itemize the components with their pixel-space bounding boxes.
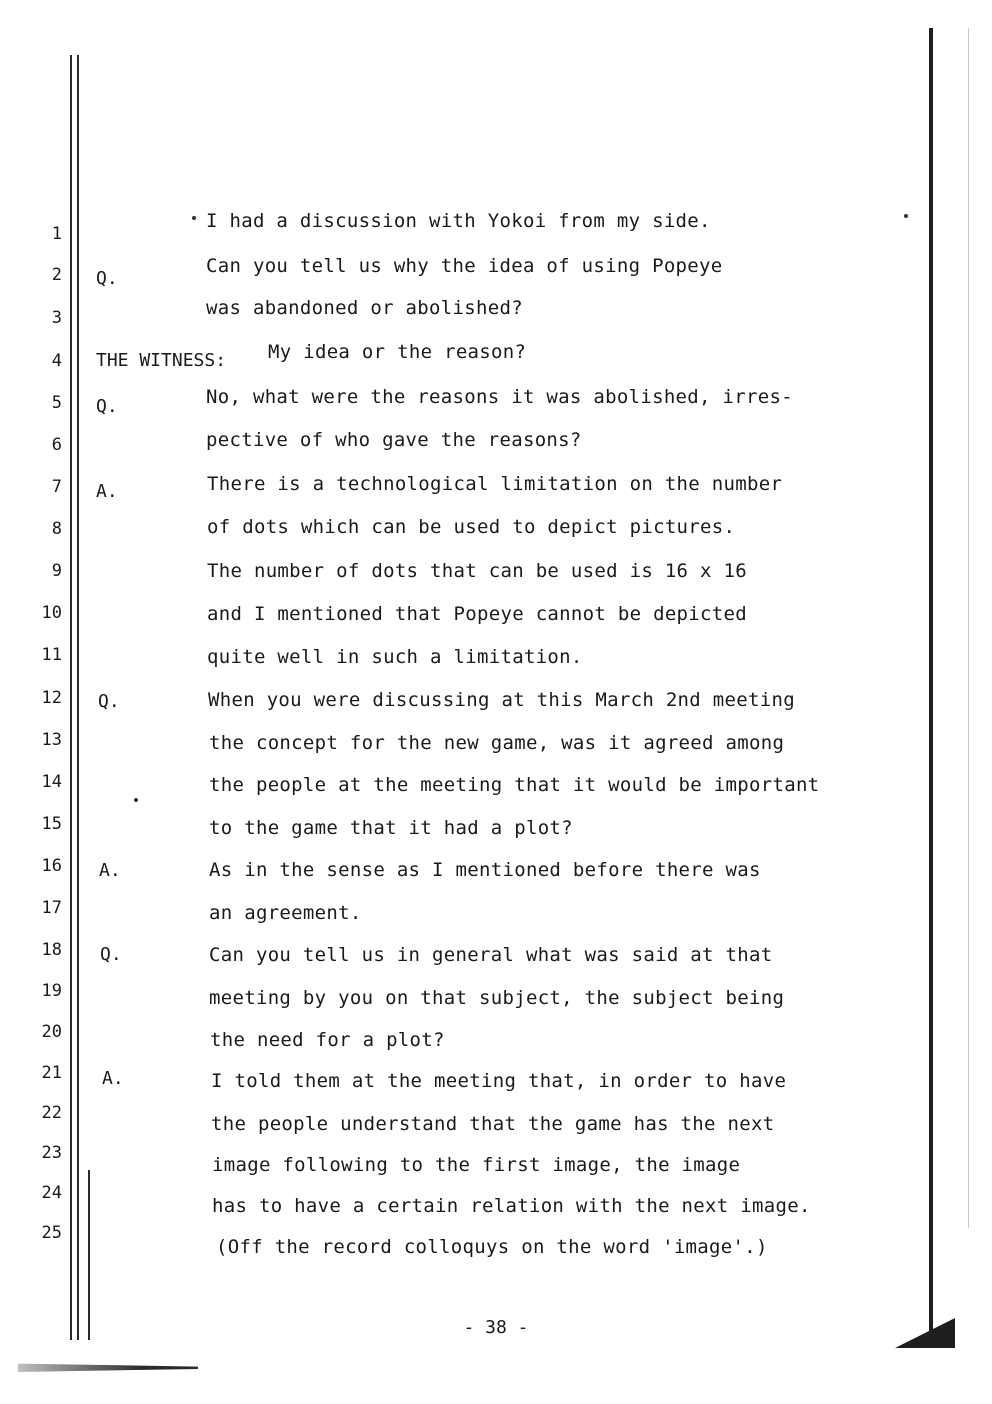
- scan-speck: [904, 214, 908, 218]
- testimony-line: to the game that it had a plot?: [209, 817, 573, 839]
- line-number: 22: [41, 1103, 62, 1123]
- line-number: 12: [41, 688, 62, 708]
- speaker-label: Q.: [100, 944, 122, 965]
- line-number: 14: [41, 772, 62, 792]
- line-number: 24: [41, 1183, 62, 1203]
- testimony-line: and I mentioned that Popeye cannot be depicted: [207, 603, 747, 625]
- speaker-label: Q.: [98, 691, 120, 712]
- testimony-line: Can you tell us in general what was said at that: [209, 944, 773, 966]
- line-number: 25: [41, 1223, 62, 1243]
- testimony-line: The number of dots that can be used is 16 x 16: [207, 560, 747, 582]
- line-number: 13: [41, 730, 62, 750]
- speaker-label: THE WITNESS:: [96, 350, 227, 371]
- testimony-line: of dots which can be used to depict pictures.: [207, 516, 736, 538]
- testimony-line: No, what were the reasons it was abolished, irres-: [206, 386, 793, 408]
- line-number: 17: [41, 898, 62, 918]
- line-number: 21: [41, 1063, 62, 1083]
- line-number: 3: [51, 308, 62, 328]
- left-margin-rule: [70, 55, 72, 1340]
- line-number: 10: [41, 603, 62, 623]
- testimony-line: I had a discussion with Yokoi from my side.: [206, 210, 711, 232]
- line-number: 23: [41, 1143, 62, 1163]
- testimony-line: the concept for the new game, was it agreed among: [209, 732, 785, 754]
- testimony-line: the people understand that the game has the next: [211, 1113, 775, 1135]
- testimony-line: I told them at the meeting that, in order to have: [211, 1070, 787, 1092]
- line-number: 16: [41, 856, 62, 876]
- testimony-line: has to have a certain relation with the next image.: [212, 1195, 811, 1217]
- line-number: 15: [41, 814, 62, 834]
- scan-speck: [134, 798, 138, 802]
- speaker-label: A.: [102, 1068, 124, 1089]
- line-number: 6: [51, 435, 62, 455]
- line-number: 9: [51, 561, 62, 581]
- testimony-line: As in the sense as I mentioned before there was: [209, 859, 761, 881]
- line-number: 11: [41, 645, 62, 665]
- line-number: 7: [51, 477, 62, 497]
- testimony-line: an agreement.: [209, 902, 362, 924]
- testimony-line: meeting by you on that subject, the subject being: [209, 987, 785, 1009]
- testimony-line: pective of who gave the reasons?: [206, 429, 582, 451]
- speaker-label: Q.: [96, 396, 118, 417]
- scan-smudge: [18, 1360, 198, 1372]
- testimony-line: There is a technological limitation on the number: [207, 473, 783, 495]
- page-number: - 38 -: [463, 1317, 529, 1338]
- speaker-label: Q.: [96, 268, 118, 289]
- speaker-label: A.: [96, 481, 118, 502]
- right-margin-rule: [929, 28, 933, 1346]
- testimony-line: (Off the record colloquys on the word 'image'.): [216, 1236, 768, 1258]
- line-number: 4: [51, 351, 62, 371]
- right-edge-shadow: [968, 28, 969, 1228]
- line-number: 18: [41, 940, 62, 960]
- left-margin-rule-lower: [88, 1170, 90, 1340]
- testimony-line: was abandoned or abolished?: [206, 297, 523, 319]
- line-number: 20: [41, 1022, 62, 1042]
- testimony-line: quite well in such a limitation.: [207, 646, 583, 668]
- speaker-label: A.: [99, 860, 121, 881]
- line-number: 8: [51, 519, 62, 539]
- testimony-line: My idea or the reason?: [268, 341, 527, 363]
- line-number: 2: [51, 265, 62, 285]
- scan-speck: [192, 216, 196, 220]
- line-number: 19: [41, 981, 62, 1001]
- left-margin-rule-inner: [77, 55, 79, 1340]
- line-number: 1: [51, 224, 62, 244]
- testimony-line: When you were discussing at this March 2nd meeting: [208, 689, 795, 711]
- line-number: 5: [51, 393, 62, 413]
- testimony-line: Can you tell us why the idea of using Popeye: [206, 255, 723, 277]
- testimony-line: image following to the first image, the image: [212, 1154, 741, 1176]
- testimony-line: the need for a plot?: [210, 1029, 445, 1051]
- testimony-line: the people at the meeting that it would be important: [209, 774, 820, 796]
